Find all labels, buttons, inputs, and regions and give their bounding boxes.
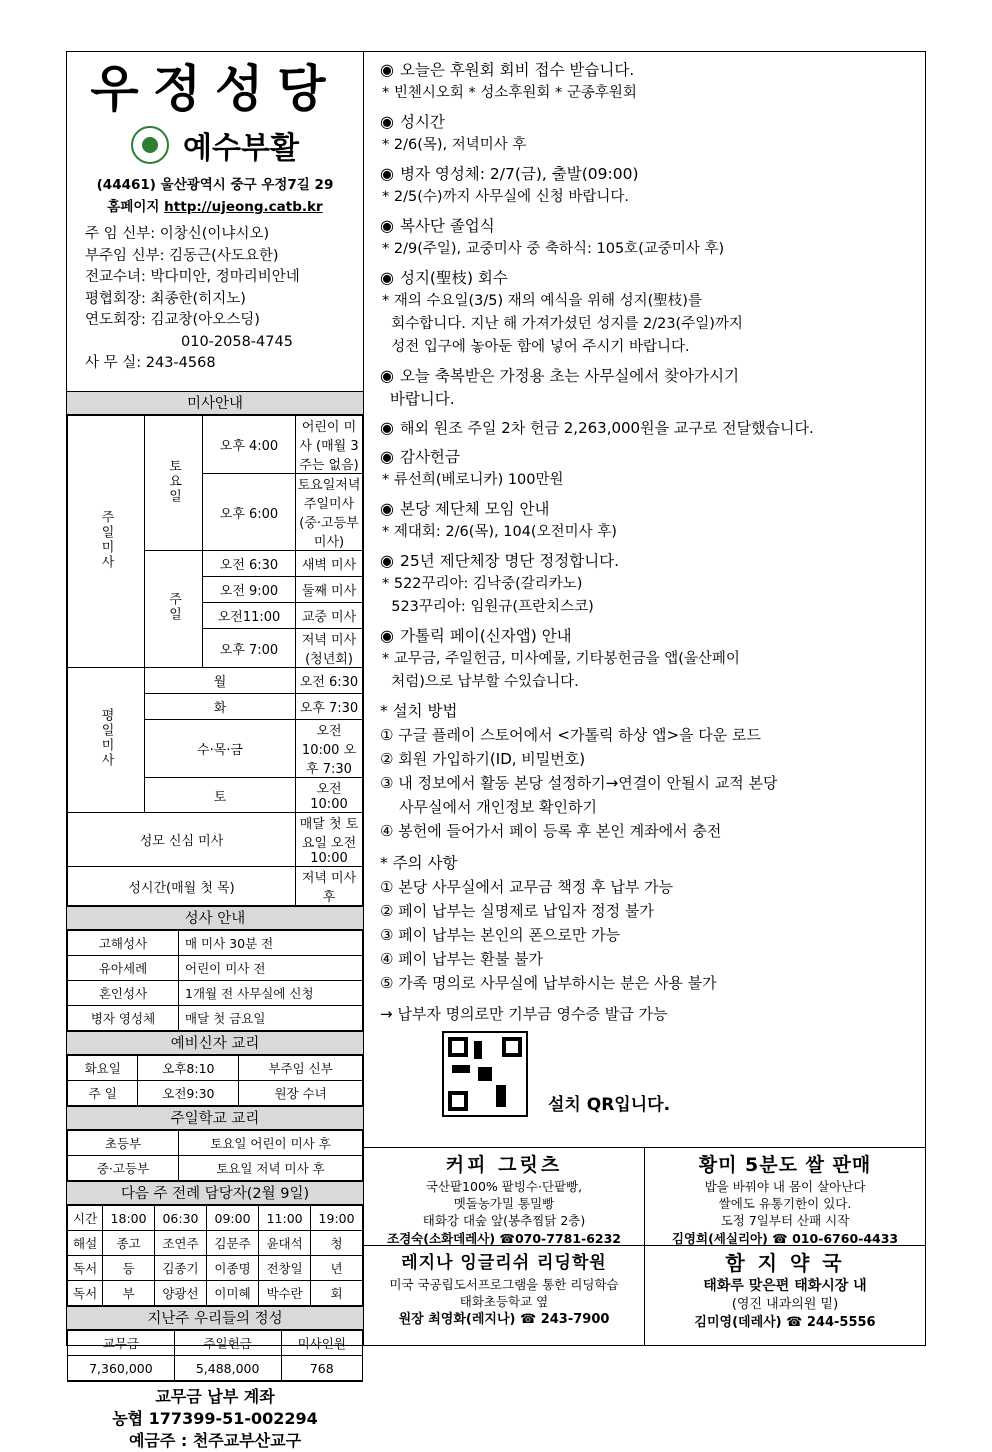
weekday-time: 오전 6:30 bbox=[296, 668, 363, 694]
address: (44461) 울산광역시 중구 우정7길 29 bbox=[96, 177, 334, 193]
liturgy-cell: 종고 bbox=[103, 1231, 155, 1256]
offering-value: 768 bbox=[281, 1356, 362, 1381]
weekday-time: 오전 10:00 bbox=[296, 778, 363, 813]
sacrament-label: 병자 영성체 bbox=[68, 1006, 179, 1031]
ad-pharmacy: 함 지 약 국 태화루 맞은편 태화시장 내 (영진 내과의원 밑) 김미영(데레사) ☎ 244-5556 bbox=[644, 1246, 925, 1345]
notice-item: ◉ 성시간 * 2/6(목), 저녁미사 후 bbox=[380, 112, 527, 153]
liturgy-cell: 양광선 bbox=[154, 1281, 206, 1306]
class-day: 화요일 bbox=[68, 1056, 138, 1081]
liturgy-cell: 박수란 bbox=[259, 1281, 311, 1306]
offering-table bbox=[67, 1330, 363, 1381]
homepage-link[interactable]: http://ujeong.catb.kr bbox=[164, 199, 323, 215]
mass-name: 토요일저녁주일미사 (중·고등부 미사) bbox=[296, 474, 363, 551]
sacrament-value: 매 미사 30분 전 bbox=[179, 931, 363, 956]
notice-item: ◉ 가톨릭 페이(신자앱) 안내 * 교무금, 주일헌금, 미사예물, 기타봉헌금을 앱(울산페이 처럼)으로 납부할 수있습니다. bbox=[380, 626, 740, 690]
mass-name: 어린이 미사 (매월 3주는 없음) bbox=[296, 416, 363, 474]
bullet-icon: ◉ bbox=[380, 418, 394, 437]
liturgy-cell: 해설 bbox=[68, 1231, 103, 1256]
ads-row-1 bbox=[364, 1147, 925, 1246]
ad-academy: 레지나 잉글리쉬 리딩학원 미국 국공립도서프로그램을 통한 리딩학습 태화초등학교 옆 원장 최영화(레지나) ☎ 243-7900 bbox=[389, 1253, 619, 1327]
notice-item: ◉ 감사헌금 * 류선희(베로니카) 100만원 bbox=[380, 447, 564, 488]
liturgy-cell: 년 bbox=[311, 1256, 363, 1281]
sacraments-header: 성사 안내 bbox=[67, 906, 363, 930]
mass-time: 오전 6:30 bbox=[203, 551, 296, 577]
notice-item: ◉ 성지(聖枝) 회수 * 재의 수요일(3/5) 재의 예식을 위해 성지(聖枝)를 회수합니다. 지난 해 가져가셨던 성지를 2/23(주일)까지 성전 입구에 놓아둔 함에 넣어 주시기 바랍니다. bbox=[380, 268, 743, 355]
staff-row: 평협회장: 최종한(히지노) bbox=[85, 290, 246, 307]
account-number: 농협 177399-51-002294 bbox=[112, 1409, 318, 1428]
staff-row: 전교수녀: 박다미안, 정마리비안네 bbox=[85, 269, 300, 285]
liturgy-col: 11:00 bbox=[259, 1206, 311, 1231]
mass-name: 새벽 미사 bbox=[296, 551, 363, 577]
liturgy-cell: 부 bbox=[103, 1281, 155, 1306]
ads-row-2 bbox=[364, 1245, 925, 1345]
sunday-school-header: 주일학교 교리 bbox=[67, 1106, 363, 1130]
extra-value: 매달 첫 토요일 오전 10:00 bbox=[296, 813, 363, 867]
sunday-mass-label: 주일미사 bbox=[68, 416, 145, 668]
class-day: 주 일 bbox=[68, 1081, 138, 1106]
class-time: 오전9:30 bbox=[138, 1081, 239, 1106]
mass-header: 미사안내 bbox=[67, 391, 363, 415]
liturgy-cell: 독서 bbox=[68, 1281, 103, 1306]
offering-col: 미사인원 bbox=[281, 1331, 362, 1356]
liturgy-cell: 청 bbox=[311, 1231, 363, 1256]
staff-row: 부주임 신부: 김동근(사도요한) bbox=[85, 247, 279, 264]
notice-item: ◉ 병자 영성체: 2/7(금), 출발(09:00) * 2/5(수)까지 사무실에 신청 바랍니다. bbox=[380, 164, 639, 205]
parish-logo-icon bbox=[131, 126, 169, 164]
qr-caption: 설치 QR입니다. bbox=[548, 1095, 671, 1115]
liturgy-header: 다음 주 전례 담당자(2월 9일) bbox=[67, 1181, 363, 1205]
liturgy-col: 06:30 bbox=[154, 1206, 206, 1231]
account-block bbox=[67, 1381, 363, 1452]
weekday-day: 화 bbox=[145, 694, 296, 720]
catechumen-header: 예비신자 교리 bbox=[67, 1031, 363, 1055]
mass-name: 교중 미사 bbox=[296, 603, 363, 629]
weekday-time: 오후 7:30 bbox=[296, 694, 363, 720]
notice-item: ◉ 25년 제단체장 명단 정정합니다. * 522꾸리아: 김낙중(갈리카노) 523꾸리아: 임원규(프란치스코) bbox=[380, 551, 620, 615]
ad-rice: 황미 5분도 쌀 판매 밥을 바꿔야 내 몸이 살아난다 쌀에도 유통기한이 있다. 도정 7일부터 산패 시작 김영희(세실리아) ☎ 010-6760-4433 bbox=[644, 1148, 925, 1246]
mass-time: 오후 6:00 bbox=[203, 474, 296, 551]
qr-code-icon[interactable] bbox=[442, 1031, 528, 1117]
liturgy-cell: 등 bbox=[103, 1256, 155, 1281]
mass-time: 오전 9:00 bbox=[203, 577, 296, 603]
staff-list bbox=[85, 224, 363, 375]
left-column bbox=[67, 52, 364, 1450]
liturgy-cell: 이종명 bbox=[207, 1256, 259, 1281]
right-column bbox=[364, 52, 925, 1345]
sacrament-label: 혼인성사 bbox=[68, 981, 179, 1006]
bullet-icon: ◉ bbox=[380, 366, 394, 385]
install-section: * 설치 방법 ① 구글 플레이 스토어에서 <가톨릭 하상 앱>을 다운 로드 ② 회원 가입하기(ID, 비밀번호) ③ 내 정보에서 활동 본당 설정하기→연결이 안될시 교적 본당 사무실에서 개인정보 확인하기 ④ 봉헌에 들어가서 페이 등록 후 본인 계좌에서 충전 bbox=[380, 702, 778, 840]
subtitle-row bbox=[67, 122, 363, 168]
parish-title: 우정성당 bbox=[90, 59, 340, 118]
school-value: 토요일 저녁 미사 후 bbox=[179, 1156, 363, 1181]
offering-col: 주일헌금 bbox=[174, 1331, 281, 1356]
liturgy-cell: 전창일 bbox=[259, 1256, 311, 1281]
notice-item: ◉ 오늘은 후원회 회비 접수 받습니다. * 빈첸시오회 * 성소후원회 * 군종후원회 bbox=[380, 60, 637, 101]
class-teacher: 원장 수녀 bbox=[239, 1081, 363, 1106]
staff-row: 주 임 신부: 이창신(이냐시오) bbox=[85, 226, 270, 242]
mass-name: 둘째 미사 bbox=[296, 577, 363, 603]
bullet-icon: ◉ bbox=[380, 112, 394, 131]
bullet-icon: ◉ bbox=[380, 626, 394, 645]
notice-item: ◉ 오늘 축복받은 가정용 초는 사무실에서 찾아가시기 바랍니다. bbox=[380, 366, 740, 408]
staff-row: 010-2058-4745 bbox=[181, 333, 293, 350]
school-label: 초등부 bbox=[68, 1131, 179, 1156]
offering-header: 지난주 우리들의 정성 bbox=[67, 1306, 363, 1330]
notice-item: ◉ 복사단 졸업식 * 2/9(주일), 교중미사 중 축하식: 105호(교중미사 후) bbox=[380, 216, 725, 257]
sacrament-value: 1개월 전 사무실에 신청 bbox=[179, 981, 363, 1006]
caution-section: * 주의 사항 ① 본당 사무실에서 교무금 책정 후 납부 가능 ② 페이 납부는 실명제로 납입자 정정 불가 ③ 페이 납부는 본인의 폰으로만 가능 ④ 페이 납부는 환불 불가 ⑤ 가족 명의로 사무실에 납부하시는 분은 사용 불가 → 납부자 명의로만 기부금 영수증 발급 가능 bbox=[380, 854, 717, 1023]
bulletin-page bbox=[66, 51, 926, 1450]
bullet-icon: ◉ bbox=[380, 164, 394, 183]
bullet-icon: ◉ bbox=[380, 60, 394, 79]
offering-col: 교무금 bbox=[68, 1331, 175, 1356]
homepage-label: 홈페이지 bbox=[107, 199, 160, 215]
weekday-day: 토 bbox=[145, 778, 296, 813]
account-holder: 예금주 : 천주교부산교구 bbox=[128, 1431, 302, 1450]
liturgy-table bbox=[67, 1205, 363, 1306]
bullet-icon: ◉ bbox=[380, 551, 394, 570]
weekday-day: 월 bbox=[145, 668, 296, 694]
sunday-school-table bbox=[67, 1130, 363, 1181]
sacrament-value: 매달 첫 금요일 bbox=[179, 1006, 363, 1031]
liturgy-cell: 윤대석 bbox=[259, 1231, 311, 1256]
sacraments-table bbox=[67, 930, 363, 1031]
subtitle: 예수부활 bbox=[183, 131, 299, 166]
qr-row bbox=[442, 1031, 909, 1117]
mass-time: 오전11:00 bbox=[203, 603, 296, 629]
sacrament-label: 유아세례 bbox=[68, 956, 179, 981]
mass-name: 저녁 미사(청년회) bbox=[296, 629, 363, 668]
liturgy-cell: 이미혜 bbox=[207, 1281, 259, 1306]
notice-item: ◉ 본당 제단체 모임 안내 * 제대회: 2/6(목), 104(오전미사 후) bbox=[380, 499, 617, 540]
liturgy-col: 09:00 bbox=[207, 1206, 259, 1231]
bullet-icon: ◉ bbox=[380, 216, 394, 235]
catechumen-table bbox=[67, 1055, 363, 1106]
liturgy-cell: 회 bbox=[311, 1281, 363, 1306]
ad-coffee: 커피 그릿츠 국산팥100% 팥빙수·단팥빵, 멧돌농가밀 통밀빵 태화강 대숲 앞(봉추찜닭 2층) 조경숙(소화데레사) ☎070-7781-6232 bbox=[387, 1154, 621, 1246]
liturgy-cell: 김종기 bbox=[154, 1256, 206, 1281]
weekday-day: 수·목·금 bbox=[145, 720, 296, 778]
sacrament-value: 어린이 미사 전 bbox=[179, 956, 363, 981]
notices bbox=[364, 52, 925, 1117]
sacrament-label: 고해성사 bbox=[68, 931, 179, 956]
extra-label: 성모 신심 미사 bbox=[68, 813, 296, 867]
liturgy-col: 시간 bbox=[68, 1206, 103, 1231]
bullet-icon: ◉ bbox=[380, 447, 394, 466]
weekday-time: 오전 10:00 오후 7:30 bbox=[296, 720, 363, 778]
mass-table bbox=[67, 415, 363, 906]
class-time: 오후8:10 bbox=[138, 1056, 239, 1081]
saturday-label: 토요일 bbox=[145, 416, 203, 551]
staff-row: 사 무 실: 243-4568 bbox=[85, 355, 216, 371]
mass-time: 오후 4:00 bbox=[203, 416, 296, 474]
class-teacher: 부주임 신부 bbox=[239, 1056, 363, 1081]
liturgy-cell: 독서 bbox=[68, 1256, 103, 1281]
sunday-day-label: 주일 bbox=[145, 551, 203, 668]
offering-value: 7,360,000 bbox=[68, 1356, 175, 1381]
homepage-line bbox=[67, 196, 363, 218]
school-label: 중·고등부 bbox=[68, 1156, 179, 1181]
bullet-icon: ◉ bbox=[380, 499, 394, 518]
address-block bbox=[67, 174, 363, 218]
extra-label: 성시간(매월 첫 목) bbox=[68, 867, 296, 906]
notice-item: ◉ 해외 원조 주일 2차 헌금 2,263,000원을 교구로 전달했습니다. bbox=[380, 418, 814, 437]
liturgy-col: 18:00 bbox=[103, 1206, 155, 1231]
liturgy-cell: 조연주 bbox=[154, 1231, 206, 1256]
staff-row: 연도회장: 김교창(아오스딩) bbox=[85, 312, 260, 328]
account-title: 교무금 납부 계좌 bbox=[155, 1387, 275, 1406]
liturgy-col: 19:00 bbox=[311, 1206, 363, 1231]
mass-time: 오후 7:00 bbox=[203, 629, 296, 668]
bullet-icon: ◉ bbox=[380, 268, 394, 287]
school-value: 토요일 어린이 미사 후 bbox=[179, 1131, 363, 1156]
extra-value: 저녁 미사 후 bbox=[296, 867, 363, 906]
liturgy-cell: 김문주 bbox=[207, 1231, 259, 1256]
offering-value: 5,488,000 bbox=[174, 1356, 281, 1381]
weekday-mass-label: 평일미사 bbox=[68, 668, 145, 813]
